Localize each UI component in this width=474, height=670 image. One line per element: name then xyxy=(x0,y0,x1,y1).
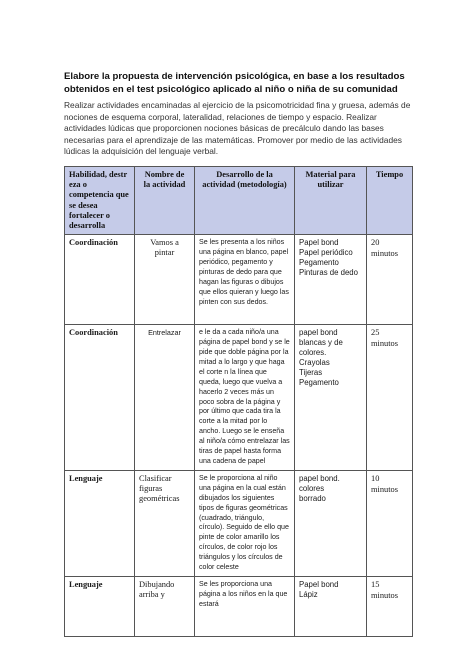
cell-development: e le da a cada niño/a una página de papel bond y se le pide que doble página por la mitad a lo largo y que haga el corte n la línea que queda, luego que vuelva a hacerlo 2 veces más un poco sobra de la página y por último que cada tira la corte a la mitad por lo ancho. Luego se le enseña al niño/a cómo entrelazar las tiras de papel hasta forma una cadena de papel xyxy=(195,325,295,471)
table-row xyxy=(65,470,413,576)
header-activity: Nombre de la actividad xyxy=(135,167,195,235)
header-development: Desarrollo de la actividad (metodología) xyxy=(195,167,295,235)
header-time: Tiempo xyxy=(367,167,413,235)
header-area: Habilidad, destr eza o competencia que se desea fortalecer o desarrolla xyxy=(65,167,135,235)
cell-development: Se les presenta a los niños una página en blanco, papel periódico, pegamento y pinturas de dedo para que hagan las figuras o dibujos que ellos quieran y luego las pinten con sus dedos. xyxy=(195,235,295,325)
cell-development: Se le proporciona al niño una página en la cual están dibujados los siguientes tipos de figuras geométricas (cuadrado, triángulo, círculo). Seguido de ello que pinte de color amarillo los círculos, de color rojo los triángulos y los círculos de color celeste xyxy=(195,470,295,576)
cell-area: Coordinación xyxy=(65,325,135,471)
cell-material: Papel bond Papel periódico Pegamento Pinturas de dedo xyxy=(295,235,367,325)
cell-material: Papel bond Lápiz xyxy=(295,576,367,636)
document-heading: Elabore la propuesta de intervención psicológica, en base a los resultados obtenidos en el test psicológico aplicado al niño o niña de su comunidad xyxy=(64,71,405,95)
cell-activity: Entrelazar xyxy=(135,325,195,471)
cell-activity: Clasificar figuras geométricas xyxy=(135,470,195,576)
cell-activity: Vamos a pintar xyxy=(135,235,195,325)
cell-time: 10 minutos xyxy=(367,470,413,576)
table-row xyxy=(65,235,413,325)
cell-material: papel bond. colores borrado xyxy=(295,470,367,576)
cell-time: 25 minutos xyxy=(367,325,413,471)
table-header-row xyxy=(65,167,413,235)
cell-time: 15 minutos xyxy=(367,576,413,636)
cell-material: papel bond blancas y de colores. Crayolas Tijeras Pegamento xyxy=(295,325,367,471)
cell-activity: Dibujando arriba y xyxy=(135,576,195,636)
intro-paragraph: Realizar actividades encaminadas al ejercicio de la psicomotricidad fina y gruesa, además de nociones de esquema corporal, lateralidad, relaciones de tiempo y espacio. Realizar actividades lúdicas que proporcionen nociones básicas de precálculo dando las bases necesarias para el aprendizaje de las matemáticas. Promover por medio de las actividades lúdicas la adquisición del lenguaje verbal. xyxy=(64,100,411,157)
cell-area: Coordinación xyxy=(65,235,135,325)
cell-time: 20 minutos xyxy=(367,235,413,325)
table-row xyxy=(65,325,413,471)
table-row xyxy=(65,576,413,636)
header-material: Material para utilizar xyxy=(295,167,367,235)
intervention-table xyxy=(64,166,413,637)
cell-area: Lenguaje xyxy=(65,576,135,636)
cell-area: Lenguaje xyxy=(65,470,135,576)
cell-development: Se les proporciona una página a los niños en la que estará xyxy=(195,576,295,636)
